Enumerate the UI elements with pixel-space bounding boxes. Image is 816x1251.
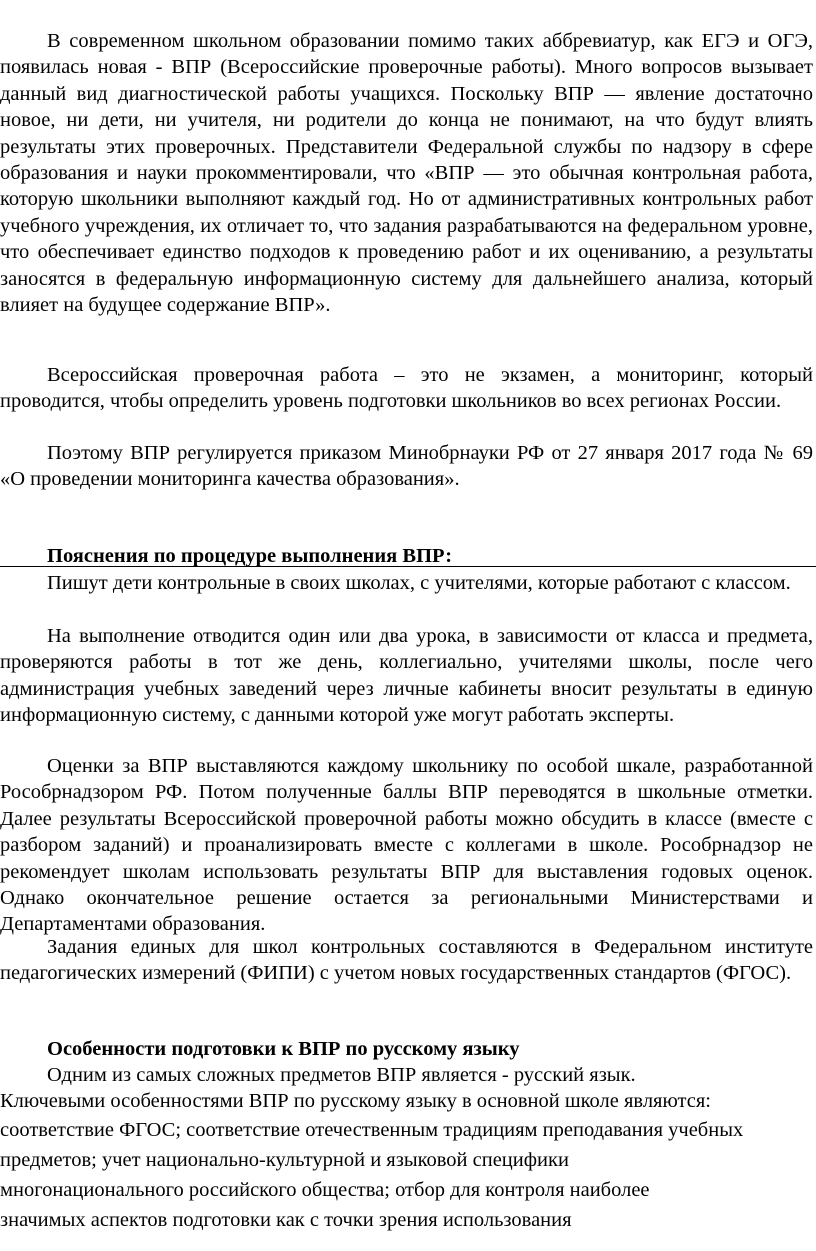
paragraph-intro: В современном школьном образовании помимо таких аббревиатур, как ЕГЭ и ОГЭ, появилась новая - ВПР (Всероссийские проверочные работы). Много вопросов вызывает данный вид диагностической работы учащихся. Поскольку ВПР — явление достаточно новое, ни дети, ни учителя, ни родители до конца не понимают, на что будут влиять результаты этих проверочных. Представители Федеральной службы по надзору в сфере образования и науки прокомментировали, что «ВПР — это обычная контрольная работа, которую школьники выполняют каждый год. Но от административных контрольных работ учебного учреждения, их отличает то, что задания разрабатываются на федеральном уровне, что обеспечивает единство подходов к проведению работ и их оцениванию, а результаты заносятся в федеральную информационную систему для дальнейшего анализа, который влияет на будущее содержание ВПР». — [0, 30, 813, 317]
paragraph-where-written: Пишут дети контрольные в своих школах, с учителями, которые работают с классом. — [47, 572, 791, 594]
features-line: предметов; учет национально-культурной и языковой специфики — [0, 1149, 569, 1171]
features-line: соответствие ФГОС; соответствие отечественным традициям преподавания учебных — [0, 1119, 744, 1141]
heading-russian: Особенности подготовки к ВПР по русскому языку — [47, 1038, 520, 1060]
features-line: значимых аспектов подготовки как с точки зрения использования — [0, 1209, 572, 1231]
section-divider — [0, 566, 816, 567]
paragraph-grades: Оценки за ВПР выставляются каждому школьнику по особой шкале, разработанной Рособрнадзором РФ. Потом полученные баллы ВПР переводятся в школьные отметки. Далее результаты Всероссийской проверочной работы можно обсудить в классе (вместе с разбором заданий) и проанализировать вместе с коллегами в школе. Рособрнадзор не рекомендует школам использовать результаты ВПР для выставления годовых оценок. Однако окончательное решение остается за региональными Министерствами и Департаментами образования. — [0, 755, 813, 936]
features-line: многонационального российского общества; отбор для контроля наиболее — [0, 1179, 650, 1201]
paragraph-duration: На выполнение отводится один или два урока, в зависимости от класса и предмета, проверяются работы в тот же день, коллегиально, учителями школы, после чего администрация учебных заведений через личные кабинеты вносит результаты в единую информационную систему, с данными которой уже могут работать эксперты. — [0, 625, 813, 727]
features-line: Ключевыми особенностями ВПР по русскому языку в основной школе являются: — [0, 1090, 711, 1112]
paragraph-fipi: Задания единых для школ контрольных составляются в Федеральном институте педагогических измерений (ФИПИ) с учетом новых государственных стандартов (ФГОС). — [0, 936, 813, 985]
paragraph-russian-difficulty: Одним из самых сложных предметов ВПР является - русский язык. — [47, 1064, 636, 1086]
paragraph-monitoring: Всероссийская проверочная работа – это не экзамен, а мониторинг, который проводится, чтобы определить уровень подготовки школьников во всех регионах России. — [0, 364, 813, 413]
paragraph-order: Поэтому ВПР регулируется приказом Минобрнауки РФ от 27 января 2017 года № 69 «О проведении мониторинга качества образования». — [0, 442, 813, 491]
heading-procedure: Пояснения по процедуре выполнения ВПР: — [47, 545, 453, 567]
